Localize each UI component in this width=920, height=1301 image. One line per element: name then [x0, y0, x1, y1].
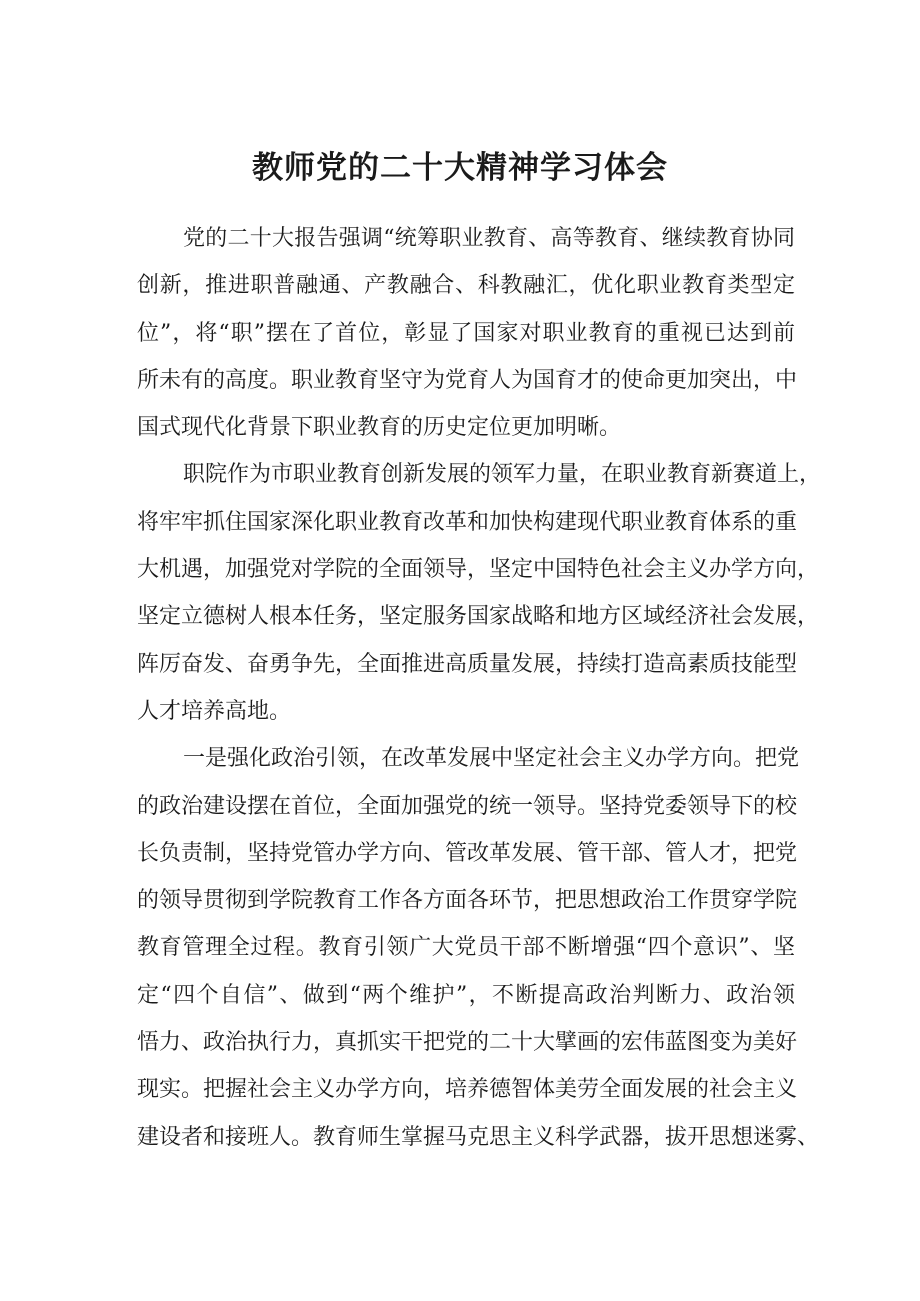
paragraph-line: 所未有的高度。职业教育坚守为党育人为国育才的使命更加突出，中: [137, 367, 798, 393]
paragraph-3: [137, 735, 820, 1161]
paragraph-line: 党的二十大报告强调“统筹职业教育、高等教育、继续教育协同: [183, 226, 795, 251]
paragraph-line: 长负责制，坚持党管办学方向、管改革发展、管干部、管人才，把党: [137, 840, 798, 866]
paragraph-line: 将牢牢抓住国家深化职业教育改革和加快构建现代职业教育体系的重: [137, 509, 798, 535]
paragraph-line: 人才培养高地。: [137, 698, 292, 724]
paragraph-line: 教育管理全过程。教育引领广大党员干部不断增强“四个意识”、坚: [137, 935, 795, 961]
paragraph-line: 坚定立德树人根本任务，坚定服务国家战略和地方区域经济社会发展，: [137, 604, 820, 630]
paragraph-line: 的政治建设摆在首位，全面加强党的统一领导。坚持党委领导下的校: [137, 793, 798, 819]
document-title: 教师党的二十大精神学习体会: [252, 150, 668, 186]
paragraph-line: 创新，推进职普融通、产教融合、科教融汇，优化职业教育类型定: [137, 273, 795, 299]
paragraph-line: 职院作为市职业教育创新发展的领军力量，在职业教育新赛道上，: [183, 462, 822, 488]
paragraph-2: [137, 451, 822, 735]
paragraph-line: 位”，将“职”摆在了首位，彰显了国家对职业教育的重视已达到前: [137, 320, 795, 346]
paragraph-line: 阵厉奋发、奋勇争先，全面推进高质量发展，持续打造高素质技能型: [137, 651, 798, 677]
paragraph-line: 定“四个自信”、做到“两个维护”，不断提高政治判断力、政治领: [137, 982, 795, 1008]
paragraph-line: 一是强化政治引领，在改革发展中坚定社会主义办学方向。把党: [183, 746, 800, 772]
paragraph-line: 建设者和接班人。教育师生掌握马克思主义科学武器，拔开思想迷雾、: [137, 1124, 820, 1150]
paragraph-line: 的领导贯彻到学院教育工作各方面各环节，把思想政治工作贯穿学院: [137, 888, 798, 914]
document-body: [137, 215, 822, 1161]
paragraph-line: 悟力、政治执行力，真抓实干把党的二十大擘画的宏伟蓝图变为美好: [137, 1030, 798, 1056]
paragraph-line: 国式现代化背景下职业教育的历史定位更加明晰。: [137, 415, 622, 441]
paragraph-line: 大机遇，加强党对学院的全面领导，坚定中国特色社会主义办学方向，: [137, 557, 820, 583]
paragraph-line: 现实。把握社会主义办学方向，培养德智体美劳全面发展的社会主义: [137, 1077, 798, 1103]
paragraph-1: [137, 215, 798, 451]
